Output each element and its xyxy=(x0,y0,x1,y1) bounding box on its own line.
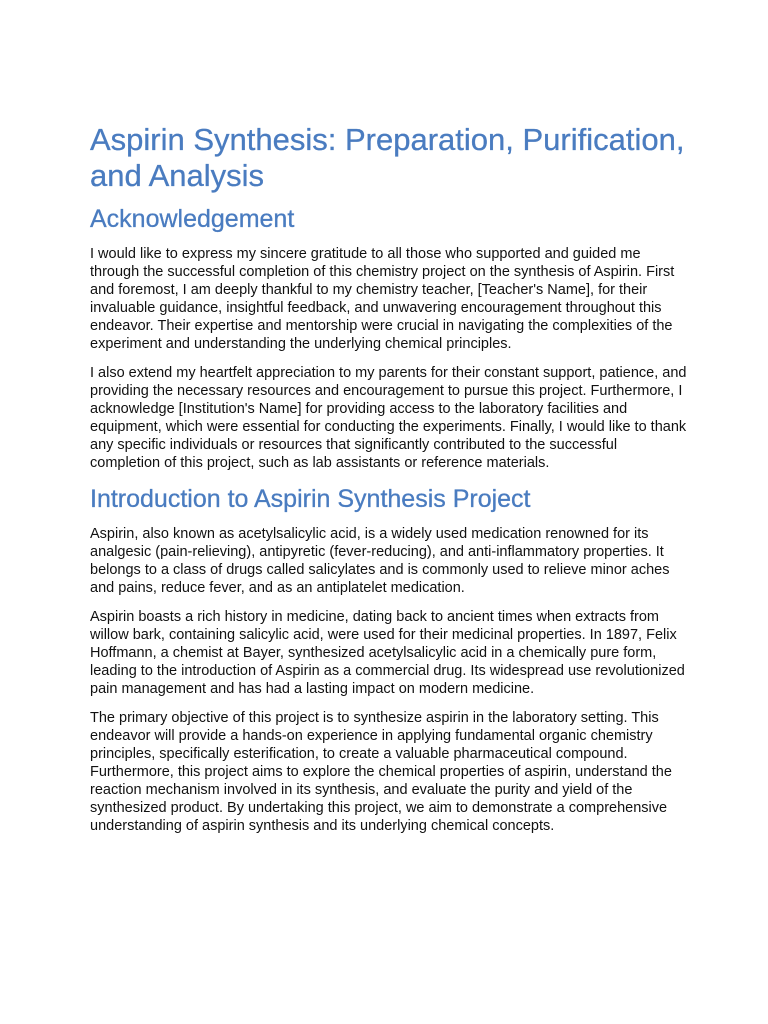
acknowledgement-section xyxy=(90,203,690,472)
acknowledgement-heading: Acknowledgement xyxy=(90,205,295,233)
introduction-heading: Introduction to Aspirin Synthesis Project xyxy=(90,485,531,513)
document-title: Aspirin Synthesis: Preparation, Purification, and Analysis xyxy=(90,122,685,193)
introduction-paragraph-1: Aspirin, also known as acetylsalicylic acid, is a widely used medication renowned for its analgesic (pain-relieving), antipyretic (fever-reducing), and anti-inflammatory properties. It belongs to a class of drugs called salicylates and is commonly used to relieve minor aches and pains, reduce fever, and as an antiplatelet medication. xyxy=(90,526,670,596)
acknowledgement-paragraph-1: I would like to express my sincere gratitude to all those who supported and guided me through the successful completion of this chemistry project on the synthesis of Aspirin. First and foremost, I am deeply thankful to my chemistry teacher, [Teacher's Name], for their invaluable guidance, insightful feedback, and unwavering encouragement throughout this endeavor. Their expertise and mentorship were crucial in navigating the complexities of the experiment and understanding the underlying chemical principles. xyxy=(90,246,675,352)
introduction-paragraph-3: The primary objective of this project is to synthesize aspirin in the laboratory setting. This endeavor will provide a hands-on experience in applying fundamental organic chemistry principles, specifically esterification, to create a valuable pharmaceutical compound. Furthermore, this project aims to explore the chemical properties of aspirin, understand the reaction mechanism involved in its synthesis, and evaluate the purity and yield of the synthesized product. By undertaking this project, we aim to demonstrate a comprehensive understanding of aspirin synthesis and its underlying chemical concepts. xyxy=(90,710,672,834)
acknowledgement-paragraph-2: I also extend my heartfelt appreciation to my parents for their constant support, patience, and providing the necessary resources and encouragement to pursue this project. Furthermore, I acknowledge [Institution's Name] for providing access to the laboratory facilities and equipment, which were essential for conducting the experiments. Finally, I would like to thank any specific individuals or resources that significantly contributed to the successful completion of this project, such as lab assistants or reference materials. xyxy=(90,365,687,471)
introduction-paragraph-2: Aspirin boasts a rich history in medicine, dating back to ancient times when extracts from willow bark, containing salicylic acid, were used for their medicinal properties. In 1897, Felix Hoffmann, a chemist at Bayer, synthesized acetylsalicylic acid in a chemically pure form, leading to the introduction of Aspirin as a commercial drug. Its widespread use revolutionized pain management and has had a lasting impact on modern medicine. xyxy=(90,609,685,697)
document-page xyxy=(90,122,690,846)
introduction-section xyxy=(90,483,690,835)
